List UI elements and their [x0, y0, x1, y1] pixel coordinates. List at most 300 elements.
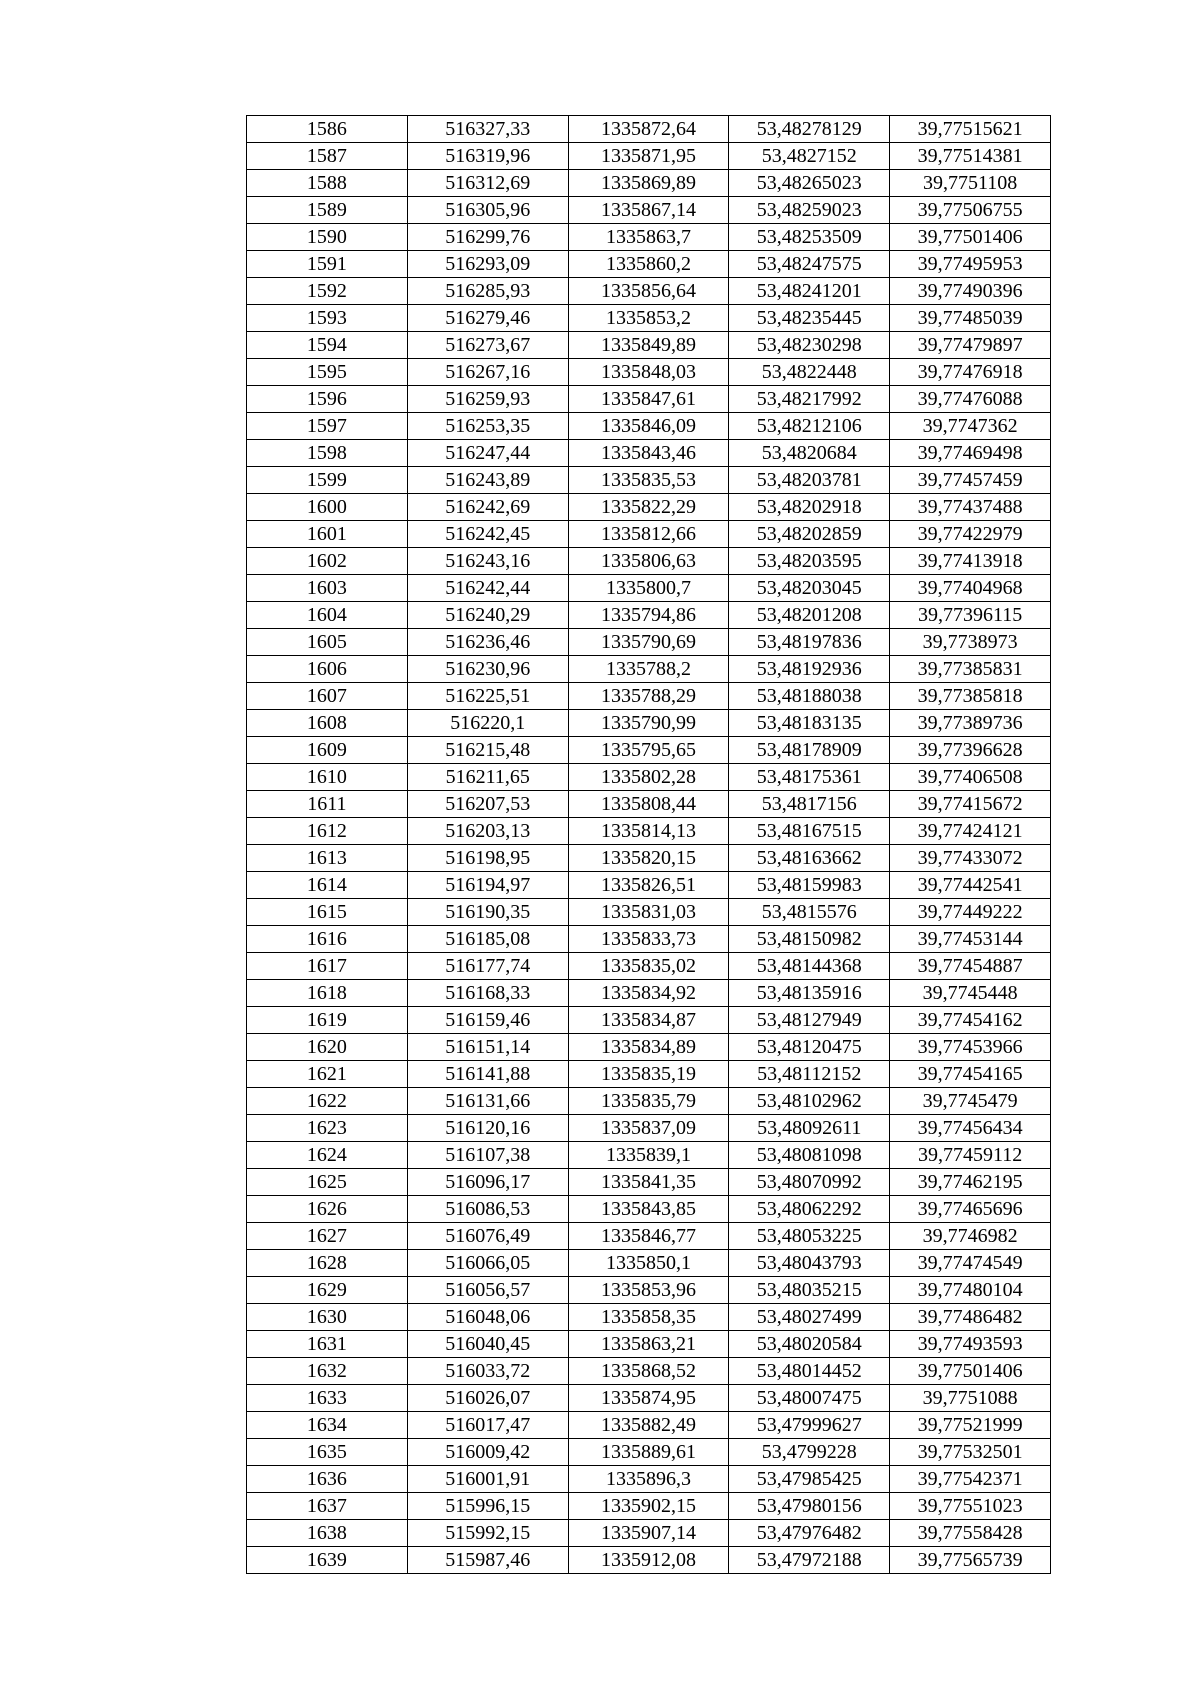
x-coordinate-cell: 516066,05 [407, 1250, 568, 1277]
y-coordinate-cell: 1335790,69 [568, 629, 729, 656]
table-row [247, 737, 1051, 764]
point-number-cell: 1598 [247, 440, 408, 467]
y-coordinate-cell: 1335788,2 [568, 656, 729, 683]
latitude-cell: 53,48197836 [729, 629, 890, 656]
latitude-cell: 53,48020584 [729, 1331, 890, 1358]
table-row [247, 440, 1051, 467]
table-row [247, 1196, 1051, 1223]
y-coordinate-cell: 1335882,49 [568, 1412, 729, 1439]
y-coordinate-cell: 1335853,2 [568, 305, 729, 332]
coordinates-table-body [247, 116, 1051, 1574]
longitude-cell: 39,77486482 [890, 1304, 1051, 1331]
point-number-cell: 1625 [247, 1169, 408, 1196]
latitude-cell: 53,47999627 [729, 1412, 890, 1439]
x-coordinate-cell: 516076,49 [407, 1223, 568, 1250]
point-number-cell: 1632 [247, 1358, 408, 1385]
point-number-cell: 1593 [247, 305, 408, 332]
point-number-cell: 1615 [247, 899, 408, 926]
table-row [247, 1493, 1051, 1520]
table-row [247, 1385, 1051, 1412]
latitude-cell: 53,48150982 [729, 926, 890, 953]
latitude-cell: 53,48167515 [729, 818, 890, 845]
y-coordinate-cell: 1335912,08 [568, 1547, 729, 1574]
table-row [247, 1331, 1051, 1358]
point-number-cell: 1622 [247, 1088, 408, 1115]
longitude-cell: 39,7751088 [890, 1385, 1051, 1412]
point-number-cell: 1634 [247, 1412, 408, 1439]
table-row [247, 1007, 1051, 1034]
y-coordinate-cell: 1335863,7 [568, 224, 729, 251]
point-number-cell: 1600 [247, 494, 408, 521]
x-coordinate-cell: 516159,46 [407, 1007, 568, 1034]
latitude-cell: 53,47972188 [729, 1547, 890, 1574]
longitude-cell: 39,7751108 [890, 170, 1051, 197]
table-row [247, 1169, 1051, 1196]
x-coordinate-cell: 516190,35 [407, 899, 568, 926]
table-row [247, 1061, 1051, 1088]
point-number-cell: 1606 [247, 656, 408, 683]
y-coordinate-cell: 1335839,1 [568, 1142, 729, 1169]
latitude-cell: 53,48127949 [729, 1007, 890, 1034]
x-coordinate-cell: 516327,33 [407, 116, 568, 143]
latitude-cell: 53,48253509 [729, 224, 890, 251]
longitude-cell: 39,77565739 [890, 1547, 1051, 1574]
x-coordinate-cell: 516107,38 [407, 1142, 568, 1169]
y-coordinate-cell: 1335826,51 [568, 872, 729, 899]
point-number-cell: 1589 [247, 197, 408, 224]
table-row [247, 305, 1051, 332]
y-coordinate-cell: 1335841,35 [568, 1169, 729, 1196]
y-coordinate-cell: 1335858,35 [568, 1304, 729, 1331]
latitude-cell: 53,47985425 [729, 1466, 890, 1493]
x-coordinate-cell: 516267,16 [407, 359, 568, 386]
y-coordinate-cell: 1335788,29 [568, 683, 729, 710]
y-coordinate-cell: 1335846,77 [568, 1223, 729, 1250]
point-number-cell: 1619 [247, 1007, 408, 1034]
y-coordinate-cell: 1335814,13 [568, 818, 729, 845]
point-number-cell: 1637 [247, 1493, 408, 1520]
point-number-cell: 1614 [247, 872, 408, 899]
latitude-cell: 53,4815576 [729, 899, 890, 926]
longitude-cell: 39,77449222 [890, 899, 1051, 926]
table-row [247, 521, 1051, 548]
latitude-cell: 53,48202918 [729, 494, 890, 521]
latitude-cell: 53,47980156 [729, 1493, 890, 1520]
point-number-cell: 1613 [247, 845, 408, 872]
x-coordinate-cell: 516185,08 [407, 926, 568, 953]
latitude-cell: 53,48007475 [729, 1385, 890, 1412]
table-row [247, 116, 1051, 143]
longitude-cell: 39,77396115 [890, 602, 1051, 629]
x-coordinate-cell: 516285,93 [407, 278, 568, 305]
y-coordinate-cell: 1335869,89 [568, 170, 729, 197]
y-coordinate-cell: 1335834,89 [568, 1034, 729, 1061]
latitude-cell: 53,48120475 [729, 1034, 890, 1061]
latitude-cell: 53,48201208 [729, 602, 890, 629]
point-number-cell: 1621 [247, 1061, 408, 1088]
x-coordinate-cell: 516207,53 [407, 791, 568, 818]
point-number-cell: 1636 [247, 1466, 408, 1493]
table-row [247, 413, 1051, 440]
longitude-cell: 39,77437488 [890, 494, 1051, 521]
table-row [247, 683, 1051, 710]
table-row [247, 1088, 1051, 1115]
latitude-cell: 53,4799228 [729, 1439, 890, 1466]
table-row [247, 170, 1051, 197]
x-coordinate-cell: 516253,35 [407, 413, 568, 440]
x-coordinate-cell: 515992,15 [407, 1520, 568, 1547]
x-coordinate-cell: 516230,96 [407, 656, 568, 683]
longitude-cell: 39,77385831 [890, 656, 1051, 683]
longitude-cell: 39,77456434 [890, 1115, 1051, 1142]
longitude-cell: 39,77424121 [890, 818, 1051, 845]
y-coordinate-cell: 1335812,66 [568, 521, 729, 548]
longitude-cell: 39,77454887 [890, 953, 1051, 980]
x-coordinate-cell: 516177,74 [407, 953, 568, 980]
latitude-cell: 53,48175361 [729, 764, 890, 791]
y-coordinate-cell: 1335837,09 [568, 1115, 729, 1142]
point-number-cell: 1595 [247, 359, 408, 386]
longitude-cell: 39,7746982 [890, 1223, 1051, 1250]
y-coordinate-cell: 1335808,44 [568, 791, 729, 818]
latitude-cell: 53,48163662 [729, 845, 890, 872]
longitude-cell: 39,7747362 [890, 413, 1051, 440]
x-coordinate-cell: 516236,46 [407, 629, 568, 656]
latitude-cell: 53,48092611 [729, 1115, 890, 1142]
point-number-cell: 1596 [247, 386, 408, 413]
point-number-cell: 1607 [247, 683, 408, 710]
x-coordinate-cell: 516017,47 [407, 1412, 568, 1439]
point-number-cell: 1628 [247, 1250, 408, 1277]
point-number-cell: 1587 [247, 143, 408, 170]
y-coordinate-cell: 1335907,14 [568, 1520, 729, 1547]
x-coordinate-cell: 516086,53 [407, 1196, 568, 1223]
latitude-cell: 53,48278129 [729, 116, 890, 143]
longitude-cell: 39,77413918 [890, 548, 1051, 575]
table-row [247, 143, 1051, 170]
y-coordinate-cell: 1335850,1 [568, 1250, 729, 1277]
longitude-cell: 39,77542371 [890, 1466, 1051, 1493]
y-coordinate-cell: 1335835,02 [568, 953, 729, 980]
latitude-cell: 53,48230298 [729, 332, 890, 359]
x-coordinate-cell: 516096,17 [407, 1169, 568, 1196]
longitude-cell: 39,77453966 [890, 1034, 1051, 1061]
x-coordinate-cell: 516242,45 [407, 521, 568, 548]
table-row [247, 602, 1051, 629]
table-row [247, 224, 1051, 251]
point-number-cell: 1590 [247, 224, 408, 251]
x-coordinate-cell: 515996,15 [407, 1493, 568, 1520]
y-coordinate-cell: 1335843,85 [568, 1196, 729, 1223]
table-row [247, 1223, 1051, 1250]
latitude-cell: 53,48235445 [729, 305, 890, 332]
x-coordinate-cell: 516009,42 [407, 1439, 568, 1466]
y-coordinate-cell: 1335846,09 [568, 413, 729, 440]
x-coordinate-cell: 516242,69 [407, 494, 568, 521]
longitude-cell: 39,77485039 [890, 305, 1051, 332]
longitude-cell: 39,77406508 [890, 764, 1051, 791]
latitude-cell: 53,4827152 [729, 143, 890, 170]
y-coordinate-cell: 1335843,46 [568, 440, 729, 467]
x-coordinate-cell: 516168,33 [407, 980, 568, 1007]
table-row [247, 359, 1051, 386]
point-number-cell: 1623 [247, 1115, 408, 1142]
longitude-cell: 39,77515621 [890, 116, 1051, 143]
y-coordinate-cell: 1335802,28 [568, 764, 729, 791]
table-row [247, 953, 1051, 980]
table-row [247, 1250, 1051, 1277]
y-coordinate-cell: 1335833,73 [568, 926, 729, 953]
longitude-cell: 39,77551023 [890, 1493, 1051, 1520]
x-coordinate-cell: 516243,16 [407, 548, 568, 575]
latitude-cell: 53,48043793 [729, 1250, 890, 1277]
table-row [247, 1277, 1051, 1304]
x-coordinate-cell: 515987,46 [407, 1547, 568, 1574]
point-number-cell: 1603 [247, 575, 408, 602]
longitude-cell: 39,77495953 [890, 251, 1051, 278]
y-coordinate-cell: 1335902,15 [568, 1493, 729, 1520]
table-row [247, 764, 1051, 791]
longitude-cell: 39,77532501 [890, 1439, 1051, 1466]
latitude-cell: 53,48178909 [729, 737, 890, 764]
table-row [247, 1304, 1051, 1331]
latitude-cell: 53,48112152 [729, 1061, 890, 1088]
longitude-cell: 39,77474549 [890, 1250, 1051, 1277]
table-row [247, 1547, 1051, 1574]
y-coordinate-cell: 1335847,61 [568, 386, 729, 413]
x-coordinate-cell: 516240,29 [407, 602, 568, 629]
table-row [247, 818, 1051, 845]
x-coordinate-cell: 516001,91 [407, 1466, 568, 1493]
x-coordinate-cell: 516151,14 [407, 1034, 568, 1061]
longitude-cell: 39,7745479 [890, 1088, 1051, 1115]
longitude-cell: 39,77442541 [890, 872, 1051, 899]
point-number-cell: 1591 [247, 251, 408, 278]
longitude-cell: 39,77454165 [890, 1061, 1051, 1088]
longitude-cell: 39,77457459 [890, 467, 1051, 494]
latitude-cell: 53,4817156 [729, 791, 890, 818]
longitude-cell: 39,77501406 [890, 224, 1051, 251]
x-coordinate-cell: 516225,51 [407, 683, 568, 710]
table-row [247, 710, 1051, 737]
x-coordinate-cell: 516242,44 [407, 575, 568, 602]
point-number-cell: 1588 [247, 170, 408, 197]
y-coordinate-cell: 1335872,64 [568, 116, 729, 143]
latitude-cell: 53,48212106 [729, 413, 890, 440]
longitude-cell: 39,77389736 [890, 710, 1051, 737]
table-row [247, 575, 1051, 602]
table-row [247, 872, 1051, 899]
x-coordinate-cell: 516247,44 [407, 440, 568, 467]
longitude-cell: 39,77454162 [890, 1007, 1051, 1034]
point-number-cell: 1604 [247, 602, 408, 629]
x-coordinate-cell: 516120,16 [407, 1115, 568, 1142]
point-number-cell: 1610 [247, 764, 408, 791]
y-coordinate-cell: 1335820,15 [568, 845, 729, 872]
latitude-cell: 53,48259023 [729, 197, 890, 224]
latitude-cell: 53,48144368 [729, 953, 890, 980]
x-coordinate-cell: 516198,95 [407, 845, 568, 872]
longitude-cell: 39,77404968 [890, 575, 1051, 602]
latitude-cell: 53,48062292 [729, 1196, 890, 1223]
x-coordinate-cell: 516211,65 [407, 764, 568, 791]
latitude-cell: 53,48035215 [729, 1277, 890, 1304]
longitude-cell: 39,77480104 [890, 1277, 1051, 1304]
latitude-cell: 53,48027499 [729, 1304, 890, 1331]
latitude-cell: 53,48192936 [729, 656, 890, 683]
y-coordinate-cell: 1335853,96 [568, 1277, 729, 1304]
x-coordinate-cell: 516319,96 [407, 143, 568, 170]
table-row [247, 1034, 1051, 1061]
table-row [247, 1439, 1051, 1466]
table-row [247, 980, 1051, 1007]
latitude-cell: 53,48247575 [729, 251, 890, 278]
latitude-cell: 53,48102962 [729, 1088, 890, 1115]
y-coordinate-cell: 1335871,95 [568, 143, 729, 170]
table-row [247, 1142, 1051, 1169]
latitude-cell: 53,48135916 [729, 980, 890, 1007]
y-coordinate-cell: 1335790,99 [568, 710, 729, 737]
point-number-cell: 1612 [247, 818, 408, 845]
x-coordinate-cell: 516259,93 [407, 386, 568, 413]
x-coordinate-cell: 516299,76 [407, 224, 568, 251]
x-coordinate-cell: 516048,06 [407, 1304, 568, 1331]
point-number-cell: 1605 [247, 629, 408, 656]
table-row [247, 197, 1051, 224]
y-coordinate-cell: 1335868,52 [568, 1358, 729, 1385]
table-row [247, 926, 1051, 953]
x-coordinate-cell: 516305,96 [407, 197, 568, 224]
point-number-cell: 1616 [247, 926, 408, 953]
latitude-cell: 53,48159983 [729, 872, 890, 899]
longitude-cell: 39,77462195 [890, 1169, 1051, 1196]
latitude-cell: 53,48070992 [729, 1169, 890, 1196]
point-number-cell: 1635 [247, 1439, 408, 1466]
latitude-cell: 53,48203781 [729, 467, 890, 494]
x-coordinate-cell: 516279,46 [407, 305, 568, 332]
latitude-cell: 53,48217992 [729, 386, 890, 413]
point-number-cell: 1629 [247, 1277, 408, 1304]
longitude-cell: 39,77453144 [890, 926, 1051, 953]
longitude-cell: 39,77422979 [890, 521, 1051, 548]
latitude-cell: 53,48203045 [729, 575, 890, 602]
longitude-cell: 39,77385818 [890, 683, 1051, 710]
longitude-cell: 39,77514381 [890, 143, 1051, 170]
table-row [247, 548, 1051, 575]
longitude-cell: 39,7738973 [890, 629, 1051, 656]
x-coordinate-cell: 516243,89 [407, 467, 568, 494]
point-number-cell: 1624 [247, 1142, 408, 1169]
point-number-cell: 1620 [247, 1034, 408, 1061]
y-coordinate-cell: 1335896,3 [568, 1466, 729, 1493]
y-coordinate-cell: 1335856,64 [568, 278, 729, 305]
longitude-cell: 39,77506755 [890, 197, 1051, 224]
y-coordinate-cell: 1335831,03 [568, 899, 729, 926]
point-number-cell: 1592 [247, 278, 408, 305]
table-row [247, 386, 1051, 413]
longitude-cell: 39,77396628 [890, 737, 1051, 764]
y-coordinate-cell: 1335834,87 [568, 1007, 729, 1034]
x-coordinate-cell: 516194,97 [407, 872, 568, 899]
point-number-cell: 1626 [247, 1196, 408, 1223]
y-coordinate-cell: 1335889,61 [568, 1439, 729, 1466]
latitude-cell: 53,4820684 [729, 440, 890, 467]
x-coordinate-cell: 516040,45 [407, 1331, 568, 1358]
latitude-cell: 53,48053225 [729, 1223, 890, 1250]
y-coordinate-cell: 1335863,21 [568, 1331, 729, 1358]
point-number-cell: 1617 [247, 953, 408, 980]
y-coordinate-cell: 1335849,89 [568, 332, 729, 359]
point-number-cell: 1638 [247, 1520, 408, 1547]
table-row [247, 1358, 1051, 1385]
latitude-cell: 53,48203595 [729, 548, 890, 575]
table-row [247, 494, 1051, 521]
longitude-cell: 39,77459112 [890, 1142, 1051, 1169]
table-row [247, 629, 1051, 656]
latitude-cell: 53,48188038 [729, 683, 890, 710]
y-coordinate-cell: 1335794,86 [568, 602, 729, 629]
x-coordinate-cell: 516026,07 [407, 1385, 568, 1412]
table-row [247, 656, 1051, 683]
y-coordinate-cell: 1335834,92 [568, 980, 729, 1007]
point-number-cell: 1631 [247, 1331, 408, 1358]
point-number-cell: 1630 [247, 1304, 408, 1331]
longitude-cell: 39,77558428 [890, 1520, 1051, 1547]
table-row [247, 1520, 1051, 1547]
point-number-cell: 1627 [247, 1223, 408, 1250]
longitude-cell: 39,77490396 [890, 278, 1051, 305]
longitude-cell: 39,77521999 [890, 1412, 1051, 1439]
longitude-cell: 39,77415672 [890, 791, 1051, 818]
x-coordinate-cell: 516203,13 [407, 818, 568, 845]
y-coordinate-cell: 1335806,63 [568, 548, 729, 575]
table-row [247, 251, 1051, 278]
x-coordinate-cell: 516141,88 [407, 1061, 568, 1088]
y-coordinate-cell: 1335874,95 [568, 1385, 729, 1412]
latitude-cell: 53,48081098 [729, 1142, 890, 1169]
y-coordinate-cell: 1335800,7 [568, 575, 729, 602]
point-number-cell: 1602 [247, 548, 408, 575]
latitude-cell: 53,4822448 [729, 359, 890, 386]
table-row [247, 467, 1051, 494]
point-number-cell: 1608 [247, 710, 408, 737]
longitude-cell: 39,77476088 [890, 386, 1051, 413]
x-coordinate-cell: 516131,66 [407, 1088, 568, 1115]
longitude-cell: 39,77469498 [890, 440, 1051, 467]
table-row [247, 1412, 1051, 1439]
point-number-cell: 1639 [247, 1547, 408, 1574]
x-coordinate-cell: 516033,72 [407, 1358, 568, 1385]
latitude-cell: 53,48265023 [729, 170, 890, 197]
latitude-cell: 53,48241201 [729, 278, 890, 305]
longitude-cell: 39,77479897 [890, 332, 1051, 359]
x-coordinate-cell: 516312,69 [407, 170, 568, 197]
longitude-cell: 39,77433072 [890, 845, 1051, 872]
longitude-cell: 39,77476918 [890, 359, 1051, 386]
latitude-cell: 53,48202859 [729, 521, 890, 548]
table-row [247, 791, 1051, 818]
longitude-cell: 39,77465696 [890, 1196, 1051, 1223]
latitude-cell: 53,48183135 [729, 710, 890, 737]
table-row [247, 1466, 1051, 1493]
y-coordinate-cell: 1335867,14 [568, 197, 729, 224]
y-coordinate-cell: 1335835,79 [568, 1088, 729, 1115]
point-number-cell: 1633 [247, 1385, 408, 1412]
x-coordinate-cell: 516293,09 [407, 251, 568, 278]
x-coordinate-cell: 516215,48 [407, 737, 568, 764]
table-row [247, 899, 1051, 926]
point-number-cell: 1609 [247, 737, 408, 764]
